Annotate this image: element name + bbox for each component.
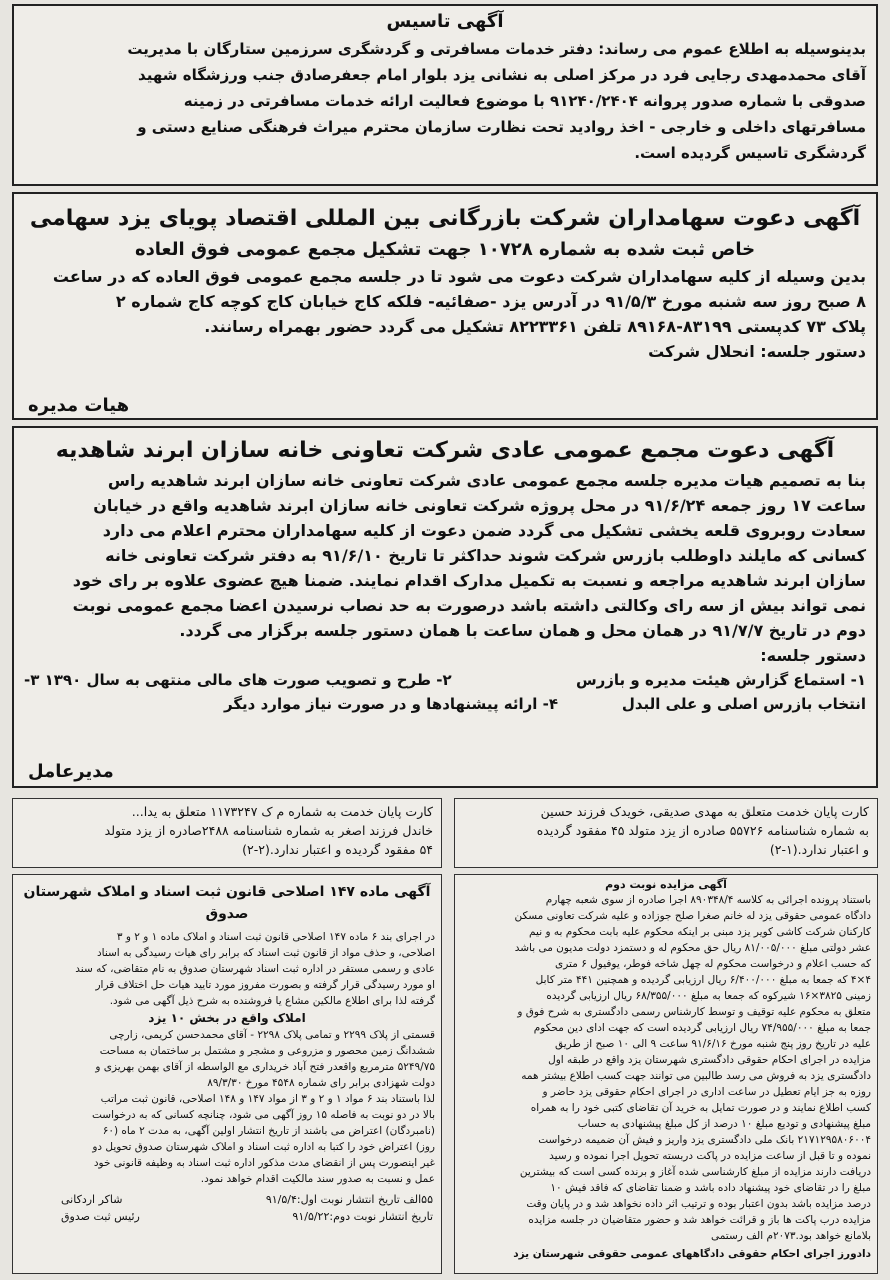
auction-line: مبلغ را در تقاضای خود پیشنهاد داده باشد و ضمنا تقاضای که فاقد فیش ۱۰ xyxy=(550,1182,871,1194)
auction-line: علیه در تاریخ روز پنج شنبه مورخ ۹۱/۶/۱۶ ساعت ۹ الی ۱۰ صبح از طریق xyxy=(555,1038,871,1050)
ad-assembly-title: آگهی دعوت مجمع عمومی عادی شرکت تعاونی خانه سازان ابرند شاهدیه xyxy=(55,438,835,463)
ad-shareholders-line: بدین وسیله از کلیه سهامداران شرکت دعوت می شود تا در جلسه مجمع عمومی فوق العاده که در ساعت xyxy=(52,267,866,286)
ad-establishment-line: آقای محمدمهدی رجایی فرد در مرکز اصلی به نشانی یزد بلوار امام جعفرصادق جنب ورزشگاه شهید xyxy=(138,66,866,84)
lost-card-line: و اعتبار ندارد.(۱-۲) xyxy=(769,842,869,857)
ad-assembly-agenda-title: دستور جلسه: xyxy=(760,646,866,665)
auction-line: جمعا به مبلغ ۷۴/۹۵۵/۰۰۰ ریال ارزیابی گردیده است که جهت ادای دین محکوم xyxy=(533,1022,871,1034)
auction-line: مزایده در اجرای احکام حقوقی دادگستری شهرستان یزد واقع در طبقه اول xyxy=(548,1054,871,1066)
ad-establishment-line: مسافرتهای داخلی و خارجی - اخذ رواديد تحت نظارت سازمان محترم میراث فرهنگی صنایع دستی و xyxy=(137,118,866,136)
agenda-item-2: ۲- طرح و تصویب صورت های مالی منتهی به سال ۱۳۹۰ ۳- xyxy=(24,671,452,689)
agenda-item-1: ۱- استماع گزارش هیئت مدیره و بازرس xyxy=(575,671,866,689)
auction-line: که حسب اعلام و درخواست محکوم له چهل شاخه فوطر، یوفیول ۶ متری xyxy=(555,958,871,970)
ad-assembly-line: سازان ابرند شاهدیه مراجعه و نسبت به تکمیل مدارک اقدام نمایند. ضمنا هیچ عضوی علاوه بر رای خود xyxy=(72,571,866,590)
article-147-title: آگهی ماده ۱۴۷ اصلاحی قانون ثبت اسناد و املاک شهرستان xyxy=(23,884,431,900)
ad-assembly-signature: مدیرعامل xyxy=(28,761,114,782)
article-147-date-first: ۵۵الف تاریخ انتشار نوبت اول:۹۱/۵/۴ xyxy=(265,1193,433,1206)
article-147-line: دولت شهزادی برابر رای شماره ۴۵۴۸ مورخ ۸۹/۳/۳۰ xyxy=(207,1077,435,1089)
auction-footer: دادورز اجرای احکام حقوقی دادگاههای عمومی حقوقی شهرستان یزد xyxy=(513,1248,871,1260)
auction-line: زمینی ۳۸۲۵×۱۶ شیرکوه که جمعا به مبلغ ۶۸/۳۵۵/۰۰۰ ریال ارزیابی گردیده xyxy=(546,990,871,1002)
auction-line: باستناد پرونده اجرائی به کلاسه ۸۹۰۳۴۸/۴ اجرا صادره از سوی شعبه چهارم xyxy=(545,894,871,906)
lost-card-line: ۵۴ مفقود گردیده و اعتبار ندارد.(۲-۲) xyxy=(242,842,433,857)
ad-establishment-title: آگهی تاسیس xyxy=(386,11,504,32)
auction-line: دادگستری یزد به فروش می رسد طالبین می توانند جهت کسب اطلاع بیشتر همه xyxy=(521,1070,871,1082)
article-147-line: روز) اعتراض خود را کتبا به اداره ثبت اسناد و املاک شهرستان صدوق تحویل دو xyxy=(92,1141,435,1153)
ad-establishment xyxy=(12,4,878,186)
article-147-signer-role: رئیس ثبت صدوق xyxy=(61,1210,140,1223)
agenda-item-3: انتخاب بازرس اصلی و علی البدل xyxy=(621,695,866,713)
ad-establishment-line: گردشگری تاسیس گردیده است. xyxy=(634,144,866,162)
article-147-line: او مورد رسیدگی قرار گرفته و بصورت مفروز مورد تایید هیات حل اختلاف قرار xyxy=(95,979,435,991)
auction-line: روزه به جز ایام تعطیل در ساعت اداری در اجرای احکام حقوقی یزد حاضر و xyxy=(542,1086,871,1098)
lost-card-line: خاندل فرزند اصغر به شماره شناسنامه ۲۴۸۸صادره از یزد متولد xyxy=(104,823,433,838)
lost-card-line: به شماره شناسنامه ۵۵۷۲۶ صادره از یزد متولد ۴۵ مفقود گردیده xyxy=(536,823,869,838)
article-147-line: عادی و رسمی مستقر در اداره ثبت اسناد شهرستان صدوق به نام متقاضی، که سند xyxy=(75,963,435,975)
article-147-line: عمل و نسبت به صدور سند مالکیت اقدام خواهد نمود. xyxy=(200,1173,435,1185)
auction-line: درصد مزایده باشد بدون اعتبار بوده و ترتیب اثر داده نخواهد شد و در پایان وقت xyxy=(526,1198,871,1210)
article-147-line: گرفته لذا برای اطلاع مالکین مشاع یا فروشنده به شرح ذیل آگهی می شود. xyxy=(109,995,435,1007)
ad-shareholders-signature: هیات مدیره xyxy=(28,395,130,416)
auction-notice xyxy=(454,874,878,1274)
auction-line: بلامانع خواهد بود.۲۰۷۳م الف رستمی xyxy=(710,1230,871,1242)
article-147-section: املاک واقع در بخش ۱۰ یزد xyxy=(148,1011,306,1025)
article-147-signer-name: شاکر اردکانی xyxy=(61,1193,123,1206)
auction-title: آگهی مزایده نوبت دوم xyxy=(605,878,727,891)
auction-line: کارکنان شرکت کاشی کویر یزد مبنی بر اینکه محکوم علیه بابت محکوم به و نیم xyxy=(529,926,871,938)
ad-establishment-line: بدینوسیله به اطلاع عموم می رساند: دفتر خدمات مسافرتی و گردشگری سرزمین ستارگان با مدیریت xyxy=(127,40,866,58)
article-147-line: قسمتی از پلاک ۲۲۹۹ و تمامی پلاک ۲۲۹۸ - آقای محمدحسن کریمی، زارچی xyxy=(109,1029,435,1041)
ad-assembly-agenda-row xyxy=(14,692,876,716)
ad-assembly-line: کسانی که مایلند داوطلب بازرس شرکت شوند حداکثر تا تاریخ ۹۱/۶/۱۰ به دفتر شرکت تعاونی خانه xyxy=(105,546,866,565)
auction-line: کسب اطلاع نمایند و در صورت تمایل به خرید آن تقاضای کتبی خود را به همراه xyxy=(530,1102,871,1114)
article-147-date-second: تاریخ انتشار نوبت دوم:۹۱/۵/۲۲ xyxy=(292,1210,433,1223)
article-147-line: لذا باستناد بند ۶ مواد ۱ و ۲ و ۳ از مواد ۱۴۷ و ۱۴۸ اصلاحی، قانون ثبت مراتب xyxy=(100,1093,435,1105)
ad-shareholders-line: ۸ صبح روز سه شنبه مورخ ۹۱/۵/۳ در آدرس یزد -صفائیه- فلکه کاج خیابان کاج کوچه کاج شماره ۲ xyxy=(115,292,866,311)
ad-shareholders-title: آگهی دعوت سهامداران شرکت بازرگانی بین المللی اقتصاد پویای یزد سهامی xyxy=(29,206,861,231)
lost-card-notice-left xyxy=(12,798,442,868)
ad-assembly-line: دوم در تاریخ ۹۱/۷/۷ در همان محل و همان ساعت با همان دستور جلسه برگزار می گردد. xyxy=(179,621,866,640)
auction-line: مزایده درب پاکت ها باز و قرائت خواهد شد و حضور متقاضیان در جلسه مزایده xyxy=(528,1214,871,1226)
article-147-line: غیر اینصورت پس از انقضای مدت مذکور اداره ثبت اسناد به وظیفه قانونی خود xyxy=(93,1157,435,1169)
ad-assembly-agenda-row xyxy=(14,668,876,692)
auction-line: دادگاه عمومی حقوقی یزد له خانم صغرا صلح جوزاده و علیه شرکت تعاونی مسکن xyxy=(514,910,871,922)
ad-general-assembly xyxy=(12,426,878,788)
ad-shareholders-subtitle: خاص ثبت شده به شماره ۱۰۷۲۸ جهت تشکیل مجمع عمومی فوق العاده xyxy=(134,239,756,260)
article-147-subtitle: صدوق xyxy=(205,906,249,922)
article-147-line: در اجرای بند ۶ ماده ۱۴۷ اصلاحی قانون ثبت اسناد و املاک ماده ۱ و ۲ و ۳ xyxy=(116,931,435,943)
auction-line: نموده و تا قبل از ساعت مزایده در پاکت دربسته تحویل اجرا نموده و رسید xyxy=(549,1150,871,1162)
agenda-item-4: ۴- ارائه پیشنهادها و در صورت نیاز موارد دیگر xyxy=(224,695,559,713)
article-147-footer xyxy=(13,1208,441,1225)
auction-line: متعلق به محکوم علیه توقیف و توسط کارشناس رسمی دادگستری به شرح فوق و xyxy=(517,1006,871,1018)
ad-assembly-line: نمی تواند بیش از سه رای وکالتی داشته باشد درصورت به حد نصاب نرسیدن اعضا مجمع عمومی نوبت xyxy=(72,596,866,615)
article-147-line: اصلاحی، و حذف مواد از قانون ثبت اسناد که برابر رای هیات رسیدگی به اسناد xyxy=(96,947,435,959)
lost-card-line: کارت پایان خدمت متعلق به مهدی صدیقی، خویدک فرزند حسین xyxy=(540,804,869,819)
ad-assembly-line: ساعت ۱۷ روز جمعه ۹۱/۶/۲۴ در محل پروژه شرکت تعاونی خانه سازان ابرند شاهدیه واقع در خیابان xyxy=(93,496,866,515)
ad-shareholders-invitation xyxy=(12,192,878,420)
auction-line: عشر دولتی مبلغ ۸۱/۰۰۵/۰۰۰ ریال حق محکوم له و دستمزد دولت مدیون می باشد xyxy=(514,942,871,954)
auction-line: ۲۱۷۱۲۹۵۸۰۶۰۰۴ بانک ملی دادگستری یزد واریز و فیش آن ضمیمه درخواست xyxy=(538,1134,871,1146)
auction-line: دریافت دارند مزایده از مبلغ کارشناسی شده آغاز و برنده کسی است که بیشترین xyxy=(519,1166,871,1178)
auction-line: ۴×۴ که جمعا به مبلغ ۶/۴۰۰/۰۰۰ ریال ارزیابی گردیده و همچنین ۴۴۱ متر کابل xyxy=(535,974,871,986)
auction-line: مبلغ پیشنهادی و تودیع مبلغ ۱۰ درصد از کل مبلغ پیشنهادی به حساب xyxy=(577,1118,871,1130)
ad-shareholders-agenda: دستور جلسه: انحلال شرکت xyxy=(648,342,866,361)
article-147-line: ۵۲۴۹/۷۵ مترمربع واقعدر فتح آباد خریداری مع الواسطه از آقای بهمن بهریزی و xyxy=(95,1061,435,1073)
article-147-line: بالا در دو نوبت به فاصله ۱۵ روز آگهی می شود، چنانچه کسانی که به درخواست xyxy=(92,1109,435,1121)
lost-card-line: کارت پایان خدمت به شماره م ک ۱۱۷۳۲۴۷ متعلق به یدا... xyxy=(131,804,433,819)
ad-assembly-line: بنا به تصمیم هیات مدیره جلسه مجمع عمومی عادی شرکت تعاونی خانه سازان ابرند شاهدیه راس xyxy=(107,471,866,490)
ad-assembly-line: سعادت روبروی قلعه یخشی تشکیل می گردد ضمن دعوت از کلیه سهامداران محترم اعلام می دارد xyxy=(102,521,866,540)
article-147-notice xyxy=(12,874,442,1274)
article-147-footer xyxy=(13,1191,441,1208)
ad-establishment-line: صدوقی با شماره صدور پروانه ۹۱۲۴۰/۲۴۰۴ با موضوع فعالیت ارائه خدمات مسافرتی در زمینه xyxy=(183,92,866,110)
ad-shareholders-line: پلاک ۷۳ کدپستی ۸۳۱۹۹-۸۹۱۶۸ تلفن ۸۲۲۳۳۶۱ تشکیل می گردد حضور بهمراه رسانند. xyxy=(204,317,866,336)
article-147-line: (نامبردگان) اعتراض می باشند از تاریخ انتشار اولین آگهی، به مدت ۲ ماه (۶۰ xyxy=(102,1125,435,1137)
lost-card-notice-right xyxy=(454,798,878,868)
article-147-line: ششدانگ زمین محصور و مزروعی و مشجر و مشتمل بر ساختمان به مساحت xyxy=(99,1045,435,1057)
